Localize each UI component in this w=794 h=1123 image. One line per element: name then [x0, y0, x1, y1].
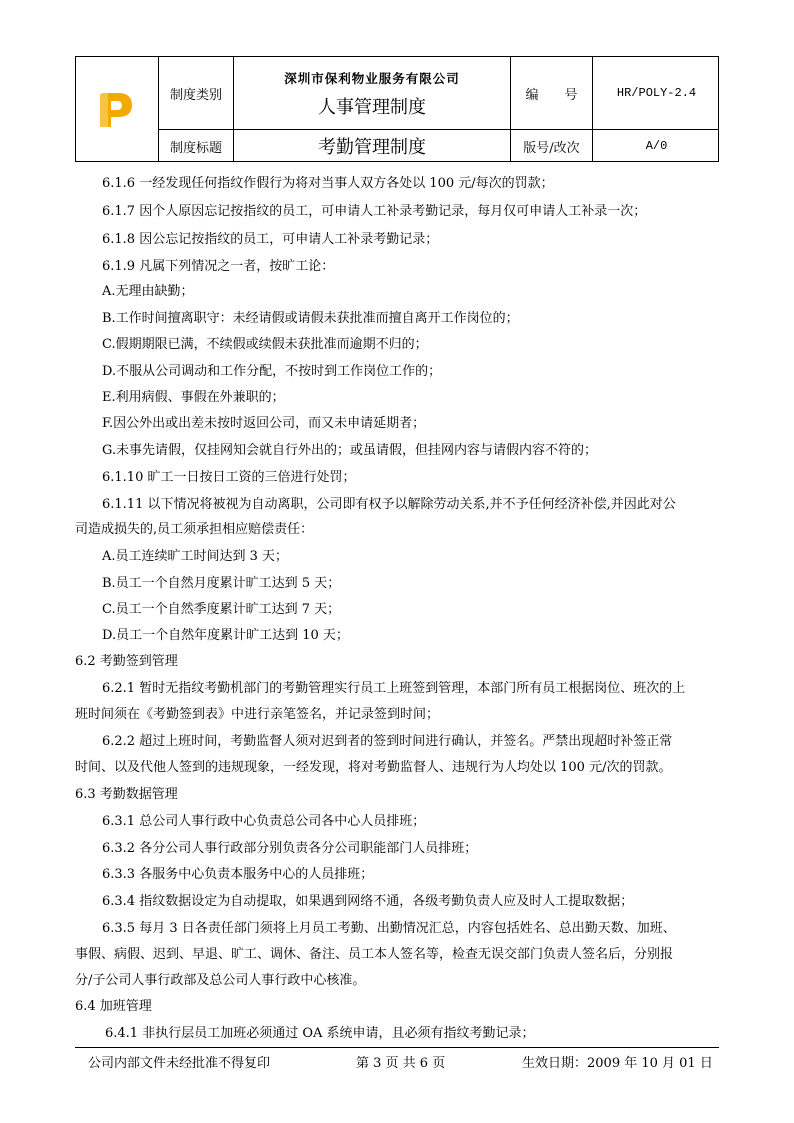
section-heading-6-2: 6.2 考勤签到管理 [75, 654, 178, 669]
paragraph-6-4-1: 6.4.1 非执行层员工加班必须通过 OA 系统申请，且必须有指纹考勤记录； [105, 1026, 535, 1041]
footer-divider [75, 1047, 719, 1048]
paragraph-6-1-6: 6.1.6 一经发现任何指纹作假行为将对当事人双方各处以 100 元/每次的罚款； [102, 176, 554, 191]
effective-date: 生效日期：2009 年 10 月 01 日 [522, 1056, 713, 1071]
paragraph-6-3-3: 6.3.3 各服务中心负责本服务中心的人员排班； [102, 867, 374, 882]
section-heading-6-4: 6.4 加班管理 [75, 999, 152, 1014]
paragraph-6-2-1: 6.2.1 暂时无指纹考勤机部门的考勤管理实行员工上班签到管理，本部门所有员工根据岗位、班次的上 [102, 681, 686, 696]
page-number: 第 3 页 共 6 页 [356, 1056, 446, 1071]
list-item-b: B.工作时间擅离职守：未经请假或请假未获批准而擅自离开工作岗位的； [102, 311, 519, 326]
list-item-a: A.员工连续旷工时间达到 3 天； [102, 549, 289, 564]
company-name: 深圳市保利物业服务有限公司 [284, 71, 460, 86]
category-label: 制度类别 [169, 87, 222, 103]
company-logo-icon [96, 91, 136, 129]
list-item-d: D.不服从公司调动和工作分配，不按时到工作岗位工作的； [102, 364, 442, 379]
list-item-a: A.无理由缺勤； [102, 284, 194, 299]
paragraph-6-3-5-cont: 事假、病假、迟到、早退、旷工、调休、备注、员工本人签名等，检查无误交部门负责人签名后，分别报 [75, 947, 674, 962]
document-title: 考勤管理制度 [318, 137, 426, 158]
section-heading-6-3: 6.3 考勤数据管理 [75, 787, 178, 802]
list-item-b: B.员工一个自然月度累计旷工达到 5 天； [102, 576, 341, 591]
paragraph-6-3-1: 6.3.1 总公司人事行政中心负责总公司各中心人员排班； [102, 814, 426, 829]
paragraph-6-1-9: 6.1.9 凡属下列情况之一者，按旷工论： [102, 259, 335, 274]
paragraph-6-1-8: 6.1.8 因公忘记按指纹的员工，可申请人工补录考勤记录； [102, 232, 439, 247]
title-label: 制度标题 [169, 140, 222, 156]
paragraph-6-1-11: 6.1.11 以下情况将被视为自动离职，公司即有权予以解除劳动关系,并不予任何经济补偿,并因此对公 [102, 497, 676, 512]
paragraph-6-1-7: 6.1.7 因个人原因忘记按指纹的员工，可申请人工补录考勤记录，每月仅可申请人工补录一次； [102, 204, 647, 219]
list-item-f: F.因公外出或出差未按时返回公司，而又未申请延期者； [102, 416, 426, 431]
paragraph-6-2-2-cont: 时间、以及代他人签到的违规现象，一经发现，将对考勤监督人、违规行为人均处以 100 元/次的罚款。 [75, 760, 672, 775]
list-item-d: D.员工一个自然年度累计旷工达到 10 天； [102, 628, 349, 643]
paragraph-6-3-4: 6.3.4 指纹数据设定为自动提取，如果遇到网络不通，各级考勤负责人应及时人工提取数据； [102, 894, 634, 909]
document-header-table [75, 56, 719, 162]
paragraph-6-3-5-cont: 分/子公司人事行政部及总公司人事行政中心核准。 [75, 973, 366, 988]
paragraph-6-2-2: 6.2.2 超过上班时间，考勤监督人须对迟到者的签到时间进行确认，并签名。严禁出现超时补签正常 [102, 734, 673, 749]
version-label: 版号/改次 [523, 140, 580, 156]
paragraph-6-1-10: 6.1.10 旷工一日按日工资的三倍进行处罚； [102, 470, 356, 485]
paragraph-6-3-2: 6.3.2 各分公司人事行政部分别负责各分公司职能部门人员排班； [102, 841, 478, 856]
version-value: A/0 [645, 139, 668, 153]
number-label: 编 号 [525, 87, 578, 103]
system-title: 人事管理制度 [318, 97, 426, 118]
footer-notice: 公司内部文件未经批准不得复印 [88, 1056, 271, 1071]
list-item-c: C.员工一个自然季度累计旷工达到 7 天； [102, 602, 341, 617]
list-item-g: G.未事先请假，仅挂网知会就自行外出的；或虽请假，但挂网内容与请假内容不符的； [102, 443, 598, 458]
list-item-c: C.假期期限已满，不续假或续假未获批准而逾期不归的； [102, 337, 428, 352]
paragraph-6-2-1-cont: 班时间须在《考勤签到表》中进行亲笔签名，并记录签到时间； [75, 707, 440, 722]
paragraph-6-1-11-cont: 司造成损失的,员工须承担相应赔偿责任： [75, 522, 314, 537]
list-item-e: E.利用病假、事假在外兼职的； [102, 390, 285, 405]
paragraph-6-3-5: 6.3.5 每月 3 日各责任部门须将上月员工考勤、出勤情况汇总，内容包括姓名、总出勤天数、加班、 [102, 921, 676, 936]
document-number: HR/POLY-2.4 [616, 86, 697, 100]
